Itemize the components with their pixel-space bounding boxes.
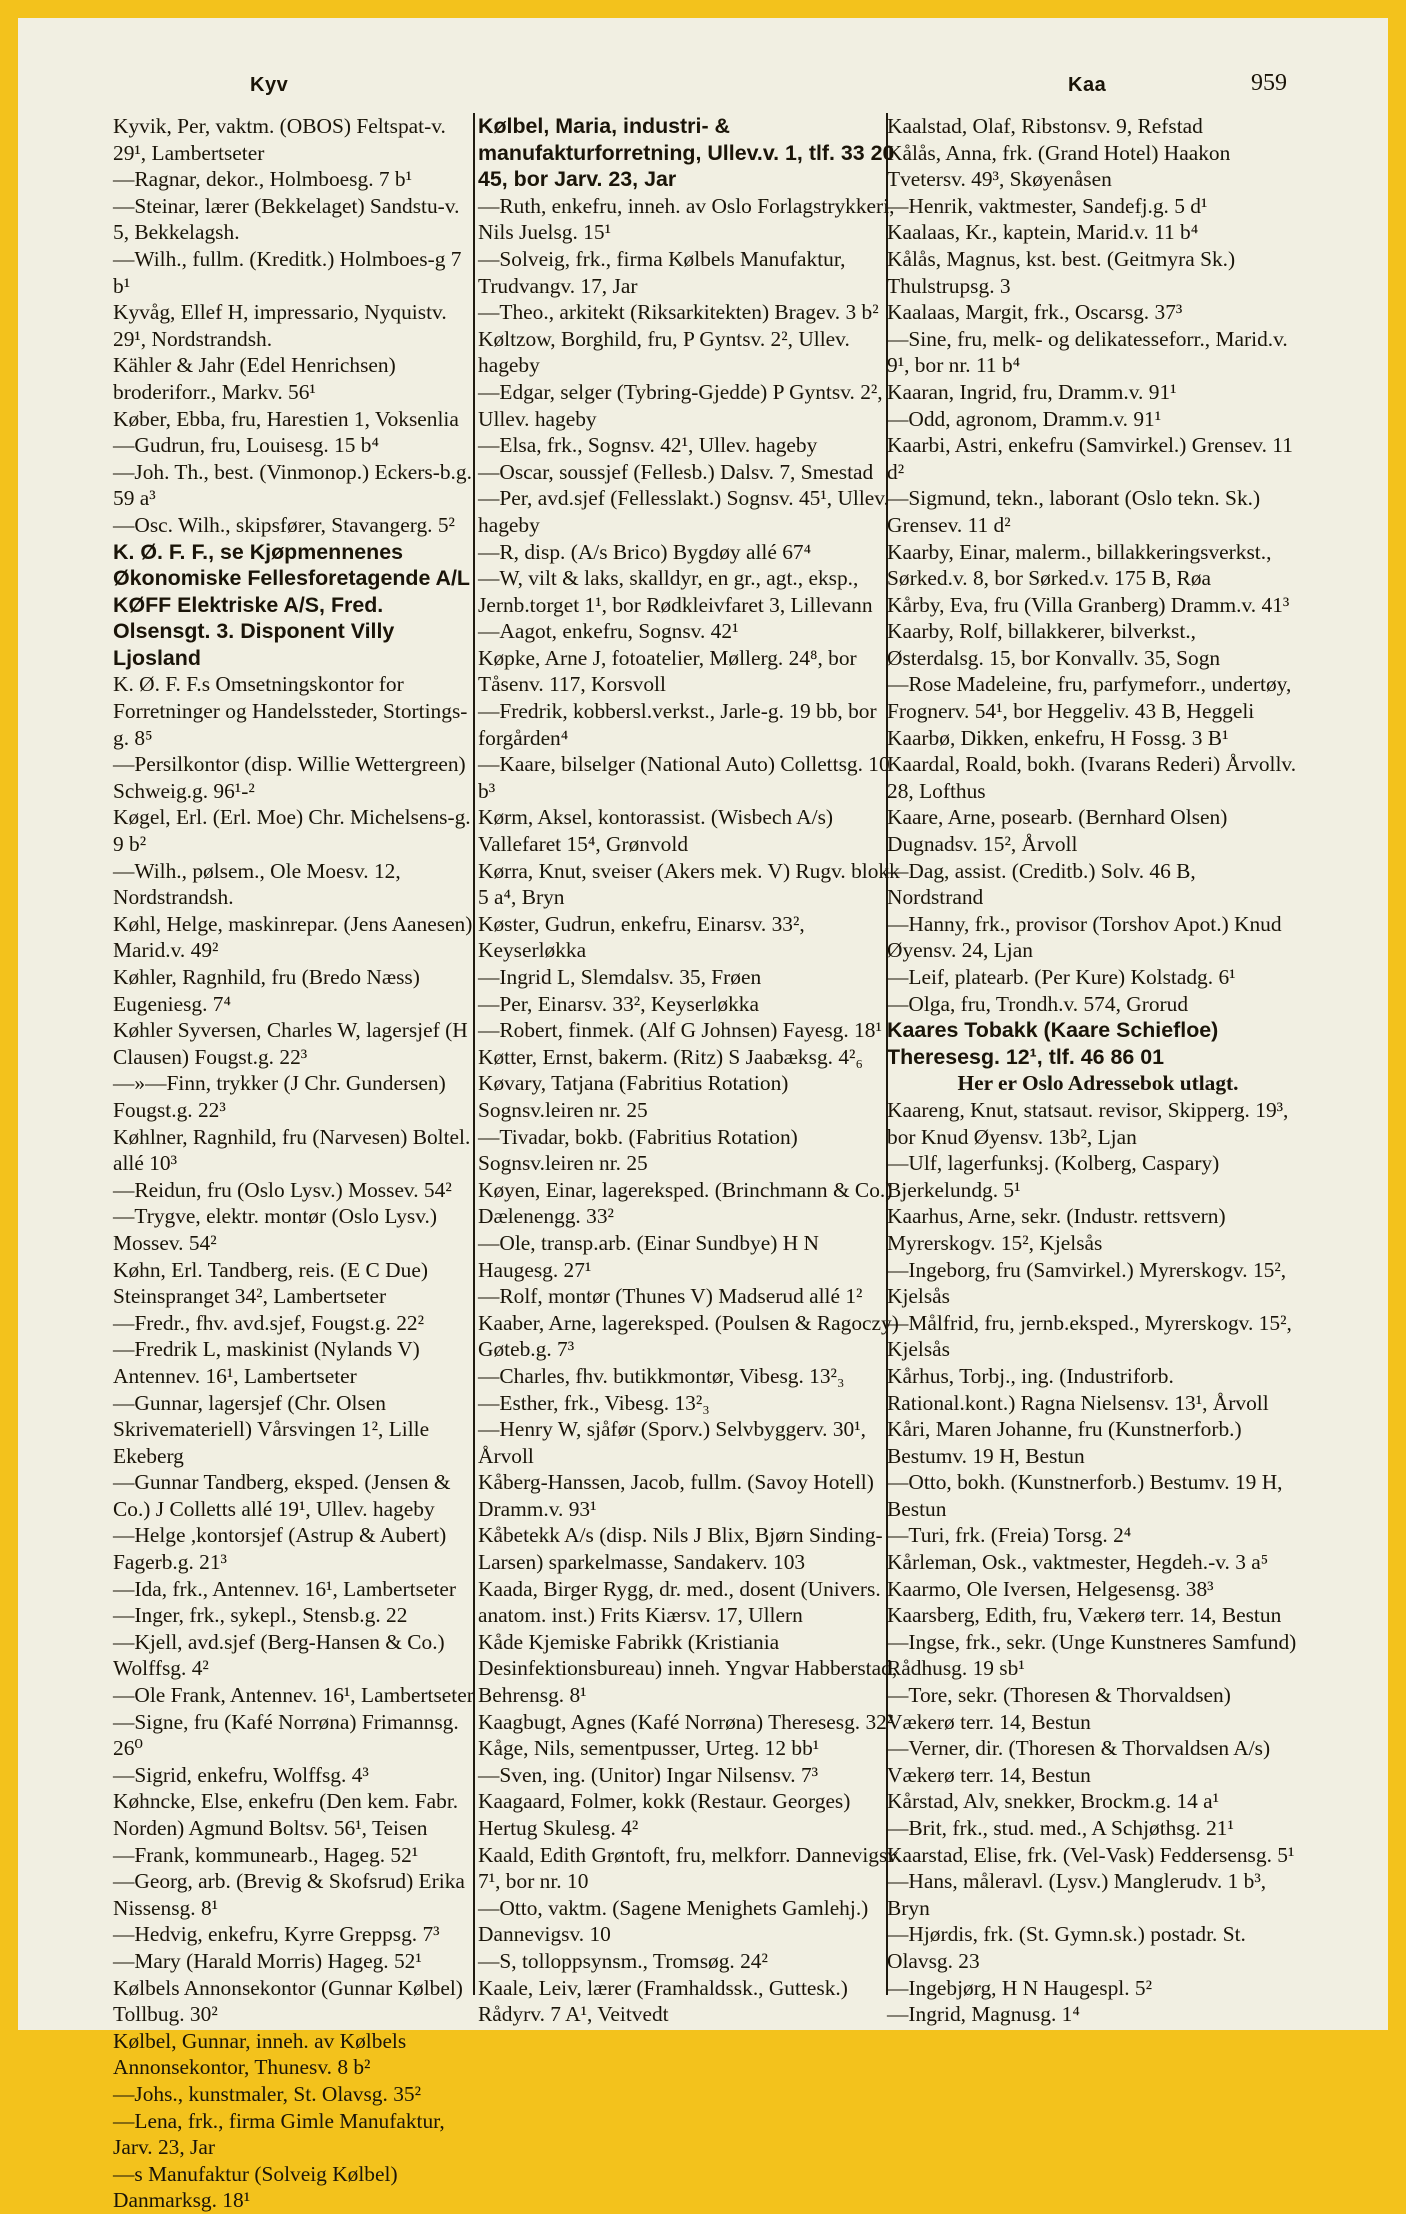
directory-entry: Kårhus, Torbj., ing. (Industriforb. Rational.kont.) Ragna Nielsensv. 13¹, Årvoll (887, 1363, 1269, 1415)
directory-entry: —Sven, ing. (Unitor) Ingar Nilsensv. 7³ (478, 1762, 819, 1787)
directory-entry: —Ingrid L, Slemdalsv. 35, Frøen (478, 965, 762, 989)
directory-entry: Kaalaas, Kr., kaptein, Marid.v. 11 b⁴ (887, 220, 1199, 245)
page-number: 959 (1251, 70, 1287, 96)
directory-entry: —»—Finn, trykker (J Chr. Gundersen) Fougst.g. 22³ (113, 1071, 446, 1122)
directory-entry: Kaalaas, Margit, frk., Oscarsg. 37³ (887, 300, 1183, 325)
directory-entry: Kaarby, Einar, malerm., billakkeringsverkst., Sørked.v. 8, bor Sørked.v. 175 B, Røa (887, 539, 1272, 591)
directory-entry: —Oscar, soussjef (Fellesb.) Dalsv. 7, Smestad (478, 459, 874, 484)
directory-entry: Køhl, Helge, maskinrepar. (Jens Aanesen) Marid.v. 49² (113, 911, 473, 963)
directory-entry: Kårby, Eva, fru (Villa Granberg) Dramm.v. 41³ (887, 592, 1290, 617)
directory-entry: Køhncke, Else, enkefru (Den kem. Fabr. Norden) Agmund Boltsv. 56¹, Teisen (113, 1789, 459, 1840)
directory-entry: Køhler Syversen, Charles W, lagersjef (H Clausen) Fougst.g. 22³ (113, 1018, 468, 1069)
directory-entry: Kørra, Knut, sveiser (Akers mek. V) Rugv. blokk 5 a⁴, Bryn (478, 858, 900, 910)
directory-entry: —Charles, fhv. butikkmontør, Vibesg. 13²₃ (478, 1363, 845, 1388)
directory-entry: Køgel, Erl. (Erl. Moe) Chr. Michelsens-g. 9 b² (113, 805, 471, 857)
directory-entry: Kaarbø, Dikken, enkefru, H Fossg. 3 B¹ (887, 725, 1229, 750)
directory-entry: Kølbel, Gunnar, inneh. av Kølbels Annonsekontor, Thunesv. 8 b² (113, 2028, 407, 2080)
directory-entry: —Ingrid, Magnusg. 1⁴ (887, 2002, 1080, 2027)
directory-entry: —Ulf, lagerfunksj. (Kolberg, Caspary) Bjerkelundg. 5¹ (887, 1151, 1220, 1202)
directory-entry: Kaarhus, Arne, sekr. (Industr. rettsvern) Myrerskogv. 15², Kjelsås (887, 1204, 1226, 1255)
directory-entry: —Rolf, montør (Thunes V) Madserud allé 1² (478, 1284, 863, 1309)
directory-entry: —Hanny, frk., provisor (Torshov Apot.) Knud Øyensv. 24, Ljan (887, 911, 1282, 963)
directory-entry: —Brit, frk., stud. med., A Schjøthsg. 21¹ (887, 1816, 1234, 1840)
directory-entry: Køltzow, Borghild, fru, P Gyntsv. 2², Ullev. hageby (478, 326, 850, 378)
directory-entry: —Ruth, enkefru, inneh. av Oslo Forlagstrykkeri, Nils Juelsg. 15¹ (478, 193, 895, 245)
directory-entry: —Leif, platearb. (Per Kure) Kolstadg. 6¹ (887, 965, 1236, 989)
directory-entry: Køhlner, Ragnhild, fru (Narvesen) Boltel. allé 10³ (113, 1124, 471, 1176)
directory-entry: —Per, Einarsv. 33², Keyserløkka (478, 991, 759, 1016)
directory-entry: Kåde Kjemiske Fabrikk (Kristiania Desinfektionsbureau) inneh. Yngvar Habberstad, Behrensg. 8¹ (478, 1629, 898, 1708)
directory-entry: KØFF Elektriske A/S, Fred. Olsensgt. 3. Disponent Villy Ljosland (113, 592, 395, 670)
directory-column-2 (478, 113, 902, 2027)
directory-entry: —Robert, finmek. (Alf G Johnsen) Fayesg. 18¹ (478, 1018, 882, 1043)
directory-entry: Kåbetekk A/s (disp. Nils J Blix, Bjørn Sinding-Larsen) sparkelmasse, Sandakerv. 103 (478, 1523, 883, 1575)
directory-entry: —Fredrik, kobbersl.verkst., Jarle-g. 19 bb, bor forgården⁴ (478, 699, 877, 750)
page-header (18, 70, 1388, 114)
directory-entry: —Aagot, enkefru, Sognsv. 42¹ (478, 619, 739, 644)
directory-entry: —Ragnar, dekor., Holmboesg. 7 b¹ (113, 167, 413, 192)
directory-entry: —W, vilt & laks, skalldyr, en gr., agt., eksp., Jernb.torget 1¹, bor Rødkleivfaret 3, Lillevann (478, 566, 873, 617)
directory-entry: Køvary, Tatjana (Fabritius Rotation) Sognsv.leiren nr. 25 (478, 1071, 789, 1122)
directory-entry: —Olga, fru, Trondh.v. 574, Grorud (887, 991, 1189, 1016)
directory-entry: —R, disp. (A/s Brico) Bygdøy allé 67⁴ (478, 539, 812, 564)
directory-entry: —Hedvig, enkefru, Kyrre Greppsg. 7³ (113, 1922, 440, 1947)
directory-entry: Kaarstad, Elise, frk. (Vel-Vask) Feddersensg. 5¹ (887, 1842, 1295, 1867)
directory-entry: Kølbel, Maria, industri- & manufakturforretning, Ullev.v. 1, tlf. 33 20 45, bor Jarv. 23, Jar (478, 114, 895, 192)
directory-entry: —Elsa, frk., Sognsv. 42¹, Ullev. hageby (478, 433, 818, 458)
directory-entry: —Hjørdis, frk. (St. Gymn.sk.) postadr. St. Olavsg. 23 (887, 1922, 1246, 1973)
directory-entry: Kaaber, Arne, lagereksped. (Poulsen & Ragoczy) Gøteb.g. 7³ (478, 1310, 899, 1362)
directory-entry: —Kaare, bilselger (National Auto) Collettsg. 10 b³ (478, 752, 890, 803)
directory-entry: —Esther, frk., Vibesg. 13²₃ (478, 1390, 710, 1415)
directory-page (18, 18, 1388, 2213)
directory-entry: Kaarsberg, Edith, fru, Vækerø terr. 14, Bestun (887, 1603, 1282, 1628)
directory-entry: Kähler & Jahr (Edel Henrichsen) broderiforr., Markv. 56¹ (113, 353, 396, 404)
directory-entry: —Ole Frank, Antennev. 16¹, Lambertseter (113, 1683, 474, 1708)
directory-entry: —Wilh., pølsem., Ole Moesv. 12, Nordstrandsh. (113, 858, 401, 910)
directory-entry: —Målfrid, fru, jernb.eksped., Myrerskogv. 15², Kjelsås (887, 1310, 1292, 1362)
directory-entry: —Odd, agronom, Dramm.v. 91¹ (887, 406, 1162, 431)
directory-entry: Kaalstad, Olaf, Ribstonsv. 9, Refstad (887, 114, 1203, 138)
directory-entry: —Henry W, sjåfør (Sporv.) Selvbyggerv. 30¹, Årvoll (478, 1417, 867, 1468)
directory-entry: —Gunnar, lagersjef (Chr. Olsen Skrivemateriell) Vårsvingen 1², Lille Ekeberg (113, 1390, 430, 1468)
directory-entry: —Rose Madeleine, fru, parfymeforr., undertøy, Frognerv. 54¹, bor Heggeliv. 43 B, Heggeli (887, 672, 1292, 724)
directory-entry: —Frank, kommunearb., Hageg. 52¹ (113, 1842, 419, 1867)
directory-entry: —Gudrun, fru, Louisesg. 15 b⁴ (113, 433, 379, 458)
directory-entry: —Kjell, avd.sjef (Berg-Hansen & Co.) Wolffsg. 4² (113, 1629, 445, 1681)
directory-entry: —Trygve, elektr. montør (Oslo Lysv.) Mossev. 54² (113, 1204, 438, 1255)
directory-entry: —Fredr., fhv. avd.sjef, Fougst.g. 22² (113, 1310, 425, 1335)
publisher-notice: Her er Oslo Adressebok utlagt. (957, 1071, 1239, 1096)
directory-entry: —Sigrid, enkefru, Wolffsg. 4³ (113, 1762, 369, 1787)
directory-entry: —Steinar, lærer (Bekkelaget) Sandstu-v. 5, Bekkelagsh. (113, 193, 460, 245)
directory-entry: Kålås, Anna, frk. (Grand Hotel) Haakon Tvetersv. 49³, Skøyenåsen (887, 140, 1231, 192)
directory-entry: —Sine, fru, melk- og delikatesseforr., Marid.v. 9¹, bor nr. 11 b⁴ (887, 326, 1288, 378)
directory-entry: —Tivadar, bokb. (Fabritius Rotation) Sognsv.leiren nr. 25 (478, 1124, 798, 1176)
directory-entry: —Tore, sekr. (Thoresen & Thorvaldsen) Vækerø terr. 14, Bestun (887, 1683, 1231, 1734)
directory-entry: —Ingse, frk., sekr. (Unge Kunstneres Samfund) Rådhusg. 19 sb¹ (887, 1629, 1297, 1681)
directory-entry: —Gunnar Tandberg, eksped. (Jensen & Co.) J Colletts allé 19¹, Ullev. hageby (113, 1470, 451, 1521)
directory-entry: —Sigmund, tekn., laborant (Oslo tekn. Sk.) Grensev. 11 d² (887, 486, 1261, 537)
directory-entry: —Ole, transp.arb. (Einar Sundbye) H N Haugesg. 27¹ (478, 1230, 819, 1282)
directory-entry: —Mary (Harald Morris) Hageg. 52¹ (113, 1948, 422, 1973)
directory-entry: Køpke, Arne J, fotoatelier, Møllerg. 24⁸, bor Tåsenv. 117, Korsvoll (478, 645, 857, 697)
directory-entry: Køyen, Einar, lagereksped. (Brinchmann & Co.) Dælenengg. 33² (478, 1177, 893, 1229)
directory-entry: Kaares Tobakk (Kaare Schiefloe) Theresesg. 12¹, tlf. 46 86 01 (887, 1018, 1219, 1069)
directory-entry: —Signe, fru (Kafé Norrøna) Frimannsg. 26⁰ (113, 1709, 459, 1761)
directory-entry: —Henrik, vaktmester, Sandefj.g. 5 d¹ (887, 193, 1208, 218)
directory-entry: —Osc. Wilh., skipsfører, Stavangerg. 5² (113, 512, 455, 537)
directory-entry: Kaardal, Roald, bokh. (Ivarans Rederi) Årvollv. 28, Lofthus (887, 752, 1297, 803)
header-right-keyword: Kaa (1068, 74, 1107, 96)
directory-entry: Kåge, Nils, sementpusser, Urteg. 12 bb¹ (478, 1736, 820, 1761)
directory-entry: —S, tolloppsynsm., Tromsøg. 24² (478, 1948, 768, 1973)
directory-entry: Køster, Gudrun, enkefru, Einarsv. 33², Keyserløkka (478, 911, 805, 963)
directory-entry: Kørm, Aksel, kontorassist. (Wisbech A/s) Vallefaret 15⁴, Grønvold (478, 805, 834, 857)
directory-entry: Kaarmo, Ole Iversen, Helgesensg. 38³ (887, 1576, 1214, 1601)
directory-entry: Kyvåg, Ellef H, impressario, Nyquistv. 29¹, Nordstrandsh. (113, 300, 447, 351)
directory-entry: Kølbels Annonsekontor (Gunnar Kølbel) Tollbug. 30² (113, 1975, 463, 2027)
directory-entry: —Ida, frk., Antennev. 16¹, Lambertseter (113, 1576, 457, 1601)
directory-entry: Kyvik, Per, vaktm. (OBOS) Feltspat-v. 29¹, Lambertseter (113, 114, 446, 165)
directory-entry: Køhn, Erl. Tandberg, reis. (E C Due) Steinspranget 34², Lambertseter (113, 1257, 428, 1309)
directory-entry: Kaagbugt, Agnes (Kafé Norrøna) Theresesg. 32² (478, 1709, 894, 1734)
directory-entry: —Fredrik L, maskinist (Nylands V) Antennev. 16¹, Lambertseter (113, 1337, 420, 1388)
directory-entry: Køtter, Ernst, bakerm. (Ritz) S Jaabæksg. 4²₆ (478, 1044, 863, 1069)
directory-entry: Kåberg-Hanssen, Jacob, fullm. (Savoy Hotell) Dramm.v. 93¹ (478, 1470, 874, 1521)
directory-entry: —Inger, frk., sykepl., Stensb.g. 22 (113, 1603, 408, 1628)
directory-entry: Kaarby, Rolf, billakkerer, bilverkst., Østerdalsg. 15, bor Konvallv. 35, Sogn (887, 619, 1221, 670)
header-left-keyword: Kyv (250, 74, 289, 96)
directory-entry: —Solveig, frk., firma Kølbels Manufaktur, Trudvangv. 17, Jar (478, 246, 846, 298)
directory-entry: —Per, avd.sjef (Fellesslakt.) Sognsv. 45¹, Ullev. hageby (478, 486, 889, 537)
directory-entry: Kåri, Maren Johanne, fru (Kunstnerforb.) Bestumv. 19 H, Bestun (887, 1417, 1242, 1468)
directory-entry: —Hans, måleravl. (Lysv.) Manglerudv. 1 b³, Bryn (887, 1869, 1267, 1920)
directory-column-3 (887, 113, 1297, 2027)
directory-entry: —Reidun, fru (Oslo Lysv.) Mossev. 54² (113, 1177, 452, 1202)
directory-entry: —Ingebjørg, H N Haugespl. 5² (887, 1975, 1153, 2000)
directory-entry: —Georg, arb. (Brevig & Skofsrud) Erika Nissensg. 8¹ (113, 1869, 465, 1920)
directory-entry: —Joh. Th., best. (Vinmonop.) Eckers-b.g. 59 a³ (113, 459, 472, 511)
directory-entry: Kaald, Edith Grøntoft, fru, melkforr. Dannevigsv. 7¹, bor nr. 10 (478, 1842, 902, 1894)
directory-entry: —Turi, frk. (Freia) Torsg. 2⁴ (887, 1523, 1132, 1548)
directory-entry: —Helge ,kontorsjef (Astrup & Aubert) Fagerb.g. 21³ (113, 1523, 447, 1575)
directory-entry: —Lena, frk., firma Gimle Manufaktur, Jarv. 23, Jar (113, 2108, 445, 2160)
directory-entry: Køhler, Ragnhild, fru (Bredo Næss) Eugeniesg. 7⁴ (113, 965, 420, 1016)
directory-entry: —Otto, bokh. (Kunstnerforb.) Bestumv. 19 H, Bestun (887, 1470, 1283, 1521)
directory-entry: Kaare, Arne, posearb. (Bernhard Olsen) Dugnadsv. 15², Årvoll (887, 805, 1228, 857)
directory-entry: Kårstad, Alv, snekker, Brockm.g. 14 a¹ (887, 1789, 1220, 1814)
directory-entry: Kålås, Magnus, kst. best. (Geitmyra Sk.) Thulstrupsg. 3 (887, 246, 1236, 298)
directory-entry: —Otto, vaktm. (Sagene Menighets Gamlehj.) Dannevigsv. 10 (478, 1895, 869, 1947)
directory-entry: K. Ø. F. F.s Omsetningskontor for Forretninger og Handelssteder, Stortings-g. 8⁵ (113, 672, 468, 750)
directory-entry: Kårleman, Osk., vaktmester, Hegdeh.-v. 3 a⁵ (887, 1550, 1269, 1575)
directory-entry: —Johs., kunstmaler, St. Olavsg. 35² (113, 2081, 421, 2106)
directory-entry: —Wilh., fullm. (Kreditk.) Holmboes-g 7 b¹ (113, 246, 462, 298)
directory-entry: Kaareng, Knut, statsaut. revisor, Skipperg. 19³, bor Knud Øyensv. 13b², Ljan (887, 1097, 1289, 1149)
directory-entry: —Verner, dir. (Thoresen & Thorvaldsen A/s) Vækerø terr. 14, Bestun (887, 1736, 1271, 1787)
directory-entry: —Dag, assist. (Creditb.) Solv. 46 B, Nordstrand (887, 858, 1196, 910)
directory-entry: —s Manufaktur (Solveig Kølbel) Danmarksg. 18¹ (113, 2161, 398, 2213)
directory-entry: Kaale, Leiv, lærer (Framhaldssk., Guttesk.) Rådyrv. 7 A¹, Veitvedt (478, 1975, 848, 2027)
directory-entry: Kaaran, Ingrid, fru, Dramm.v. 91¹ (887, 379, 1177, 404)
directory-entry: Køber, Ebba, fru, Harestien 1, Voksenlia (113, 406, 459, 431)
directory-entry: Kaada, Birger Rygg, dr. med., dosent (Univers. anatom. inst.) Frits Kiærsv. 17, Ullern (478, 1576, 881, 1628)
directory-entry: —Persilkontor (disp. Willie Wettergreen) Schweig.g. 96¹-² (113, 752, 466, 803)
directory-entry: Kaarbi, Astri, enkefru (Samvirkel.) Grensev. 11 d² (887, 433, 1293, 484)
directory-entry: —Edgar, selger (Tybring-Gjedde) P Gyntsv. 2², Ullev. hageby (478, 379, 883, 431)
directory-entry: K. Ø. F. F., se Kjøpmennenes Økonomiske Fellesforetagende A/L (113, 539, 470, 591)
directory-entry: Kaagaard, Folmer, kokk (Restaur. Georges) Hertug Skulesg. 4² (478, 1789, 851, 1840)
directory-column-1 (113, 113, 477, 2213)
directory-entry: —Theo., arkitekt (Riksarkitekten) Bragev. 3 b² (478, 300, 879, 325)
directory-entry: —Ingeborg, fru (Samvirkel.) Myrerskogv. 15², Kjelsås (887, 1257, 1287, 1309)
